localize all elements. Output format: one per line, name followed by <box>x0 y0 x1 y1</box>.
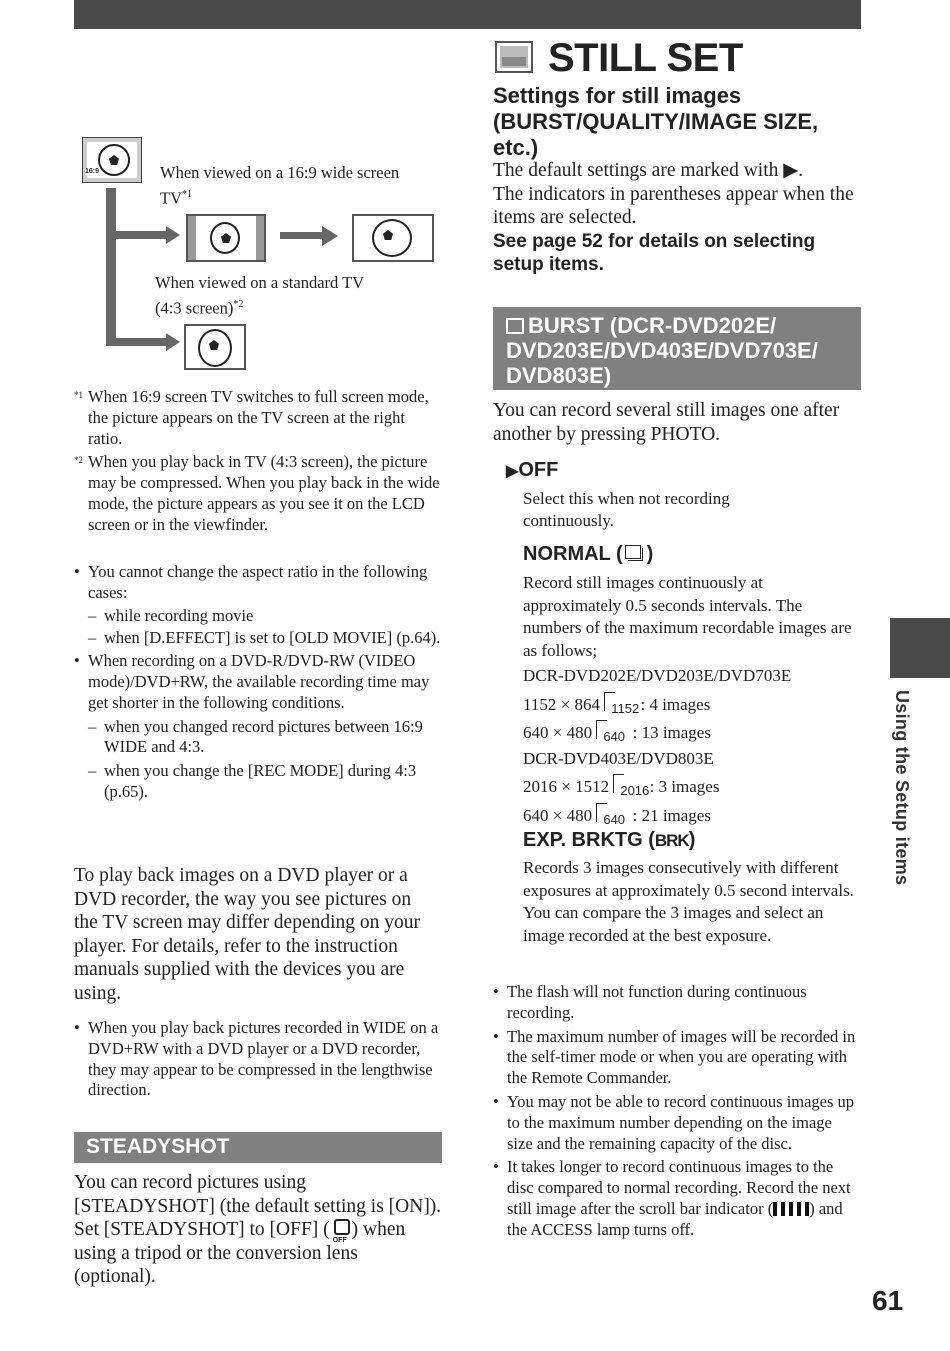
list-subitem: – while recording movie <box>88 605 254 625</box>
standard-tv-image <box>184 324 246 370</box>
list-subitem: – when you change the [REC MODE] during 4:3 (p.65). <box>88 761 417 801</box>
table-row: 1152 × 864 1152 : 4 images <box>523 692 863 717</box>
steadyshot-off-icon: OFF <box>330 1218 352 1238</box>
list-item: • It takes longer to record continuous images to the disc compared to normal recording. Record the next still image after the scroll bar indicator ( ) and the ACCESS lamp turns off. <box>493 1157 851 1239</box>
footnote-1: *1 When 16:9 screen TV switches to full screen mode, the picture appears on the TV screen at the right ratio. <box>74 387 429 448</box>
image-size-icon: 2016 <box>613 774 645 796</box>
list-subitem: – when [D.EFFECT] is set to [OLD MOVIE] (p.64). <box>88 628 441 648</box>
option-exp-brktg-heading: EXP. BRKTG (BRK) <box>523 829 696 851</box>
aspect-diagram <box>80 136 450 376</box>
table-row: 640 × 480 640 : 21 images <box>523 803 863 828</box>
still-set-icon <box>495 41 533 73</box>
steadyshot-heading: STEADYSHOT <box>74 1132 442 1163</box>
option-normal-heading: NORMAL ( ) <box>523 543 654 565</box>
top-bar <box>74 0 861 29</box>
footnote-2: *2 When you play back in TV (4:3 screen), the picture may be compressed. When you play back in the wide mode, the picture appears as you see it on the LCD screen or in the viewfinder. <box>74 452 440 534</box>
burst-icon <box>506 318 524 334</box>
image-size-icon: 1152 <box>604 692 636 714</box>
image-size-icon: 640 <box>596 720 628 742</box>
option-off-desc: Select this when not recording continuously. <box>523 489 730 530</box>
tv-16-9-icon <box>82 137 142 183</box>
image-size-icon: 640 <box>596 803 628 825</box>
standard-tv-caption: When viewed on a standard TV (4:3 screen)$^{*2}$ <box>155 273 365 318</box>
option-exp-brktg-desc: Records 3 images consecutively with different exposures at approximately 0.5 second intervals. You can compare the 3 images and select an image recorded at the best exposure. <box>523 858 854 945</box>
list-item: • The flash will not function during continuous recording. <box>493 982 807 1022</box>
burst-normal-icon <box>623 543 647 563</box>
wide-playback-note: • When you play back pictures recorded in WIDE on a DVD+RW with a DVD player or a DVD recorder, they may appear to be compressed in the lengthwise direction. <box>74 1018 439 1100</box>
intro-text: The default settings are marked with ▶. The indicators in parentheses appear when the items are selected. See page 52 for details on selecting setup items. <box>493 160 854 275</box>
table-row: 2016 × 1512 2016 : 3 images <box>523 774 863 799</box>
burst-notes <box>493 982 861 1241</box>
brk-icon: BRK <box>654 831 689 850</box>
list-item: • The maximum number of images will be recorded in the self-timer mode or when you are operating with the Remote Commander. <box>493 1026 856 1088</box>
scroll-bar-indicator-icon <box>773 1202 809 1216</box>
full-wide-tv-image <box>352 214 434 262</box>
side-tab-label: Using the Setup items <box>892 690 912 886</box>
page-number: 61 <box>872 1285 904 1316</box>
page-title: STILL SET <box>548 36 743 80</box>
compressed-tv-image <box>186 214 266 262</box>
table-row: 640 × 480 640 : 13 images <box>523 720 863 745</box>
aspect-label: 16:9 <box>85 168 100 175</box>
list-item: • You may not be able to record continuous images up to the maximum number depending on the image size and the remaining capacity of the disc. <box>493 1091 855 1153</box>
wide-tv-caption: When viewed on a 16:9 wide screen TV$^{*1}$ <box>160 163 400 208</box>
option-normal-desc: Record still images continuously at approximately 0.5 seconds intervals. The numbers of the maximum recordable images are as follows; DCR-DVD202E/DVD203E/DVD703E 1152 × 864 1152 : 4 images 640 × 480 640 : 13 images DCR-DVD403E/DVD803E 2016 × 1512 2016 : 3 images 640 × 480 640 : 21 images <box>523 572 863 827</box>
list-item: • When recording on a DVD-R/DVD-RW (VIDEO mode)/DVD+RW, the available recording time may get shorter in the following conditions. <box>74 651 430 712</box>
burst-description: You can record several still images one after another by pressing PHOTO. <box>493 400 840 445</box>
model-group-b: DCR-DVD403E/DVD803E <box>523 748 714 768</box>
side-tab-marker <box>890 618 950 678</box>
option-off-heading: ▶OFF <box>506 459 559 481</box>
playback-paragraph: To play back images on a DVD player or a DVD recorder, the way you see pictures on the TV screen may differ depending on your player. For details, refer to the instruction manuals supplied with the devices you are using. <box>74 865 421 1004</box>
aspect-notes <box>74 562 442 803</box>
list-subitem: – when you changed record pictures between 16:9 WIDE and 4:3. <box>88 716 423 757</box>
steadyshot-text: You can record pictures using [STEADYSHOT] (the default setting is [ON]). Set [STEADYSHOT] to [OFF] ( OFF ) when using a tripod or the conversion lens (optional). <box>74 1172 442 1287</box>
footnotes <box>74 387 442 536</box>
model-group-a: DCR-DVD202E/DVD203E/DVD703E <box>523 666 792 685</box>
page-subtitle: Settings for still images (BURST/QUALITY/IMAGE SIZE, etc.) <box>493 83 819 160</box>
list-item: • You cannot change the aspect ratio in the following cases: <box>74 562 428 602</box>
burst-heading: BURST (DCR-DVD202E/ DVD203E/DVD403E/DVD703E/ DVD803E) <box>493 307 861 390</box>
